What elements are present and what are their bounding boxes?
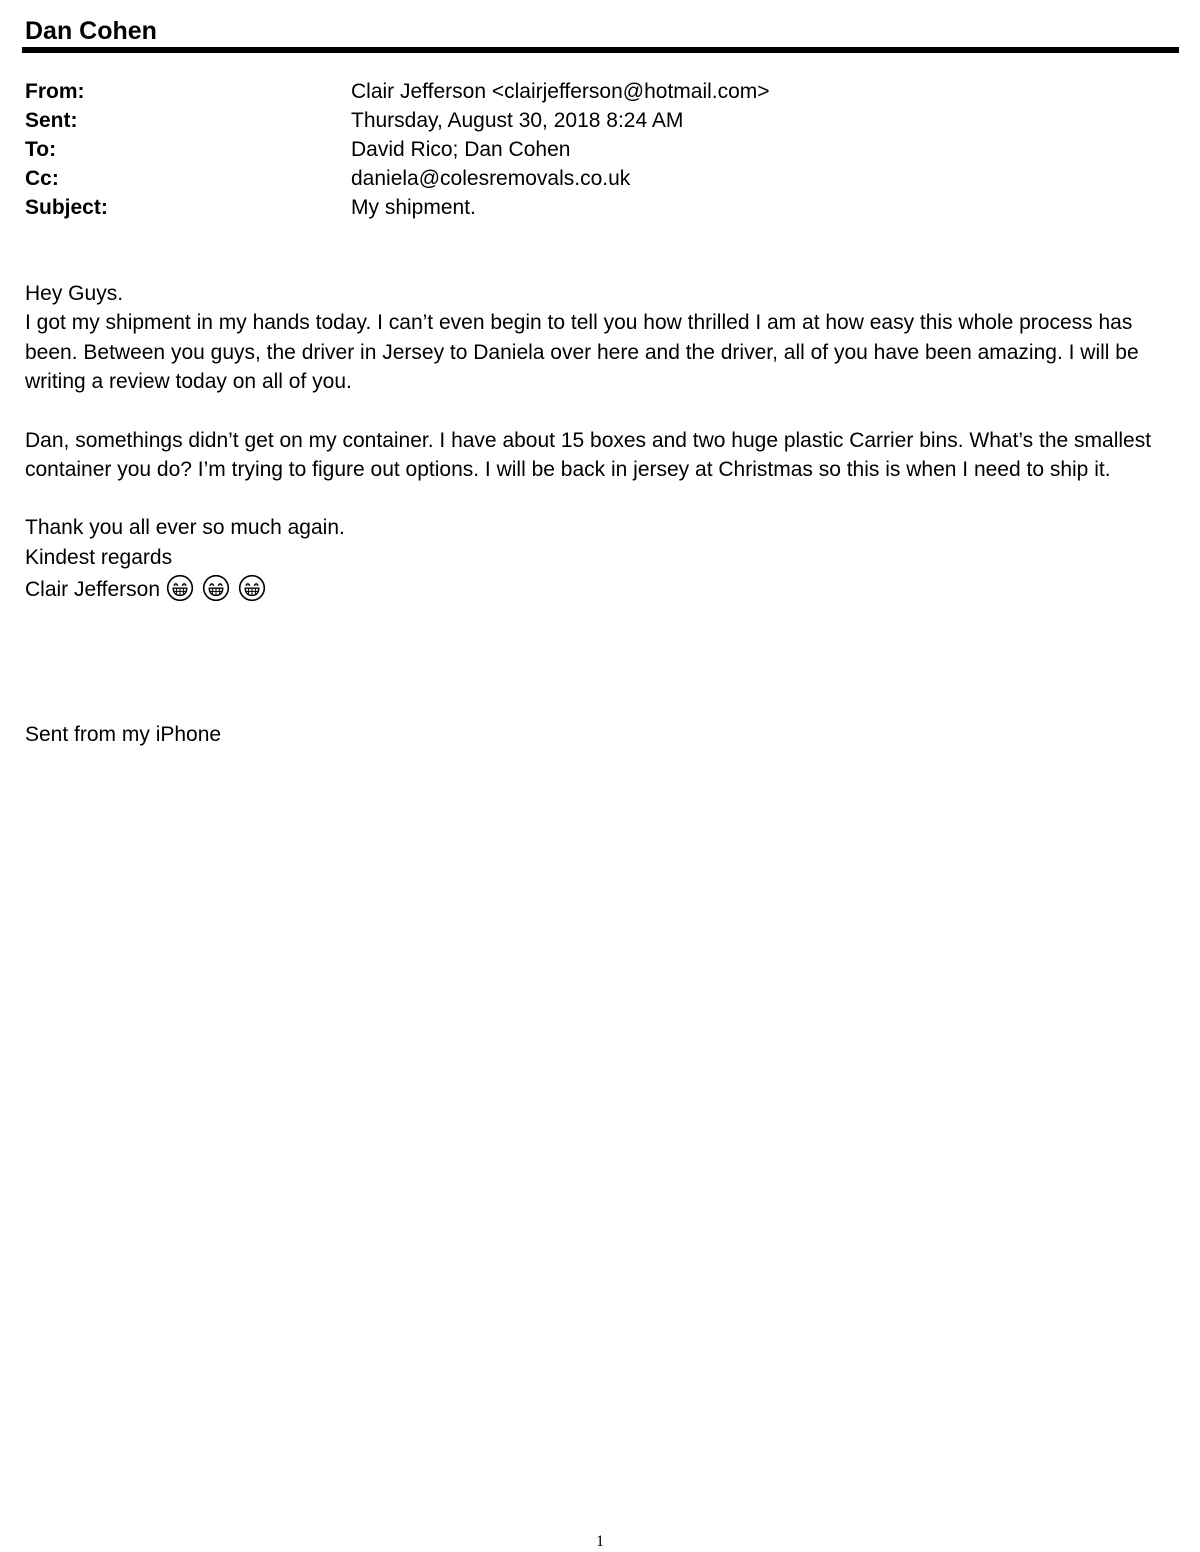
header-divider bbox=[22, 47, 1179, 53]
header-value-to: David Rico; Dan Cohen bbox=[351, 138, 571, 161]
signature-line bbox=[25, 575, 1175, 605]
signature-emoji-group bbox=[166, 573, 268, 602]
body-paragraph: Thank you all ever so much again. bbox=[25, 516, 345, 540]
page-number: 1 bbox=[596, 1533, 604, 1550]
grinning-face-icon bbox=[202, 574, 230, 602]
body-paragraph: I got my shipment in my hands today. I can’t even begin to tell you how thrilled I am at how easy this whole process has been. Between you guys, the driver in Jersey to Daniela over here and the driver, all of you have been amazing. I will be writing a review today on all of you. bbox=[25, 311, 1139, 394]
grinning-face-icon bbox=[166, 574, 194, 602]
grinning-face-icon bbox=[238, 574, 266, 602]
body-paragraph: Dan, somethings didn’t get on my container. I have about 15 boxes and two huge plastic Carrier bins. What’s the smallest container you do? I’m trying to figure out options. I will be back in jersey at Christmas so this is when I need to ship it. bbox=[25, 428, 1152, 482]
greeting: Hey Guys. bbox=[25, 282, 124, 305]
header-label-to: To: bbox=[25, 138, 57, 161]
closing: Kindest regards bbox=[25, 545, 173, 569]
header-label-sent: Sent: bbox=[25, 109, 78, 132]
sent-from-footer: Sent from my iPhone bbox=[25, 723, 222, 746]
owner-name: Dan Cohen bbox=[25, 17, 157, 45]
header-label-subject: Subject: bbox=[25, 196, 108, 219]
header-value-sent: Thursday, August 30, 2018 8:24 AM bbox=[351, 109, 684, 132]
header-label-cc: Cc: bbox=[25, 167, 59, 190]
signature-name: Clair Jefferson bbox=[25, 578, 161, 602]
header-value-from: Clair Jefferson <clairjefferson@hotmail.com> bbox=[351, 80, 770, 103]
email-body bbox=[25, 279, 1175, 605]
header-label-from: From: bbox=[25, 80, 85, 103]
header-value-cc: daniela@colesremovals.co.uk bbox=[351, 167, 631, 190]
header-value-subject: My shipment. bbox=[351, 196, 476, 219]
